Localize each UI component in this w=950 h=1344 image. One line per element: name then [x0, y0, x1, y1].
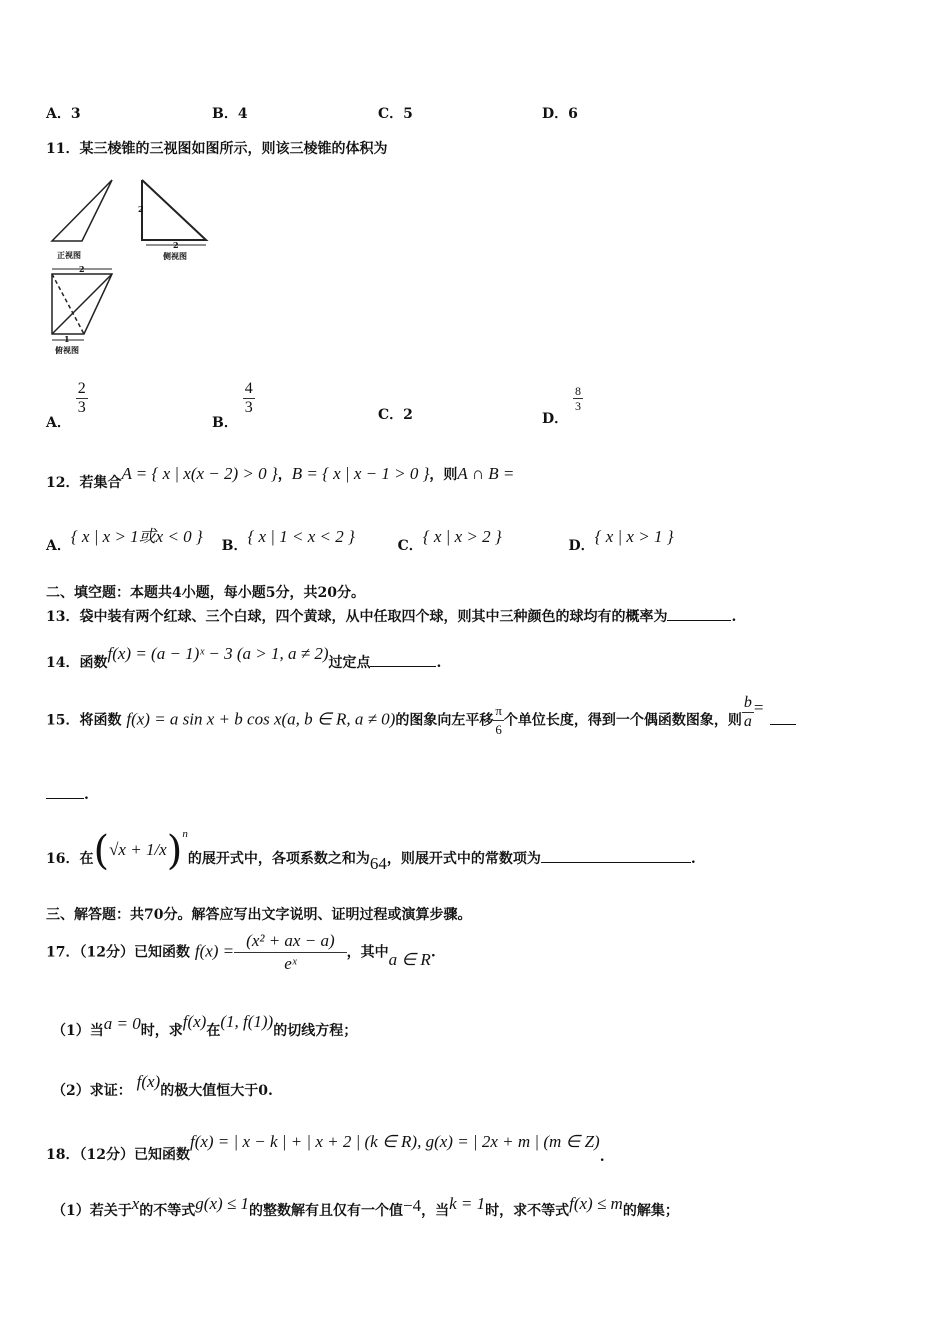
q13: 13．袋中装有两个红球、三个白球，四个黄球，从中任取四个球，则其中三种颜色的球均有的概率为 .	[46, 609, 737, 625]
q18-part-1: （1）若关于x的不等式g(x) ≤ 1的整数解有且仅有一个值−4，当k = 1时，求不等式f(x) ≤ m的解集；	[52, 1194, 679, 1219]
dim-top-width: 2	[79, 264, 85, 274]
q16: 16．在$(√x + 1/x)^n$的展开式中，各项系数之和为64，则展开式中的常数项为 .	[46, 828, 696, 874]
q12-options: A．{ x | x > 1或x < 0 } B．{ x | 1 < x < 2 } C．{ x | x > 2 } D．{ x | x > 1 }	[46, 527, 674, 554]
q14: 14．函数f(x) = (a − 1)ˣ − 3 (a > 1, a ≠ 2)过定点 .	[46, 644, 442, 671]
dim-top-bottom: 1	[64, 334, 70, 344]
q15: 15．将函数 f(x) = a sin x + b cos x(a, b ∈ R, a ≠ 0)的图象向左平移 $\frac{\pi}{6}$ 个单位长度，得到一个偶函数图象，则 $\frac{b}{a}$ =	[46, 702, 796, 739]
q11-option-d: D． $\frac{8}{3}$	[542, 384, 582, 427]
q17-part-1: （1）当a = 0时，求f(x)在(1, f(1))的切线方程；	[52, 1012, 358, 1039]
front-view-triangle	[52, 180, 112, 241]
side-view-triangle	[142, 180, 206, 240]
q11-stem: 11．某三棱锥的三视图如图所示，则该三棱锥的体积为	[46, 141, 388, 157]
q18-stem: 18．（12分）已知函数f(x) = | x − k | + | x + 2 | (k ∈ R), g(x) = | 2x + m | (m ∈ Z).	[46, 1132, 605, 1165]
q11-option-a: A． $\frac{2}{3}$	[46, 380, 86, 431]
top-view-label: 俯视图	[55, 345, 79, 355]
front-view-label: 正视图	[57, 250, 81, 260]
q17-part-2: （2）求证： f(x)的极大值恒大于0.	[52, 1072, 273, 1099]
side-view-label: 侧视图	[163, 251, 187, 261]
q15-blank-continued: .	[46, 786, 89, 803]
q10-option-b: B．4	[212, 106, 248, 122]
q10-option-c: C．5	[378, 106, 413, 122]
q11-option-c: C．2	[378, 407, 413, 423]
section-2-heading: 二、填空题：本题共4小题，每小题5分，共20分。	[46, 585, 365, 601]
q10-option-d: D．6	[542, 106, 578, 122]
three-view-figure	[40, 170, 240, 360]
dim-side-height: 2	[138, 204, 144, 214]
section-3-heading: 三、解答题：共70分。解答应写出文字说明、证明过程或演算步骤。	[46, 907, 472, 923]
q11-option-b: B． $\frac{4}{3}$	[212, 380, 253, 431]
dim-side-width: 2	[173, 240, 179, 250]
q12-stem: 12．若集合A = { x | x(x − 2) > 0 }，B = { x | x − 1 > 0 }，则A ∩ B =	[46, 464, 515, 491]
q10-option-a: A．3	[46, 106, 81, 122]
q17-stem: 17．（12分）已知函数 f(x) = $\frac{\text{(x² + ax − a)}}{\text{eˣ}}$ ，其中a ∈ R.	[46, 931, 436, 973]
